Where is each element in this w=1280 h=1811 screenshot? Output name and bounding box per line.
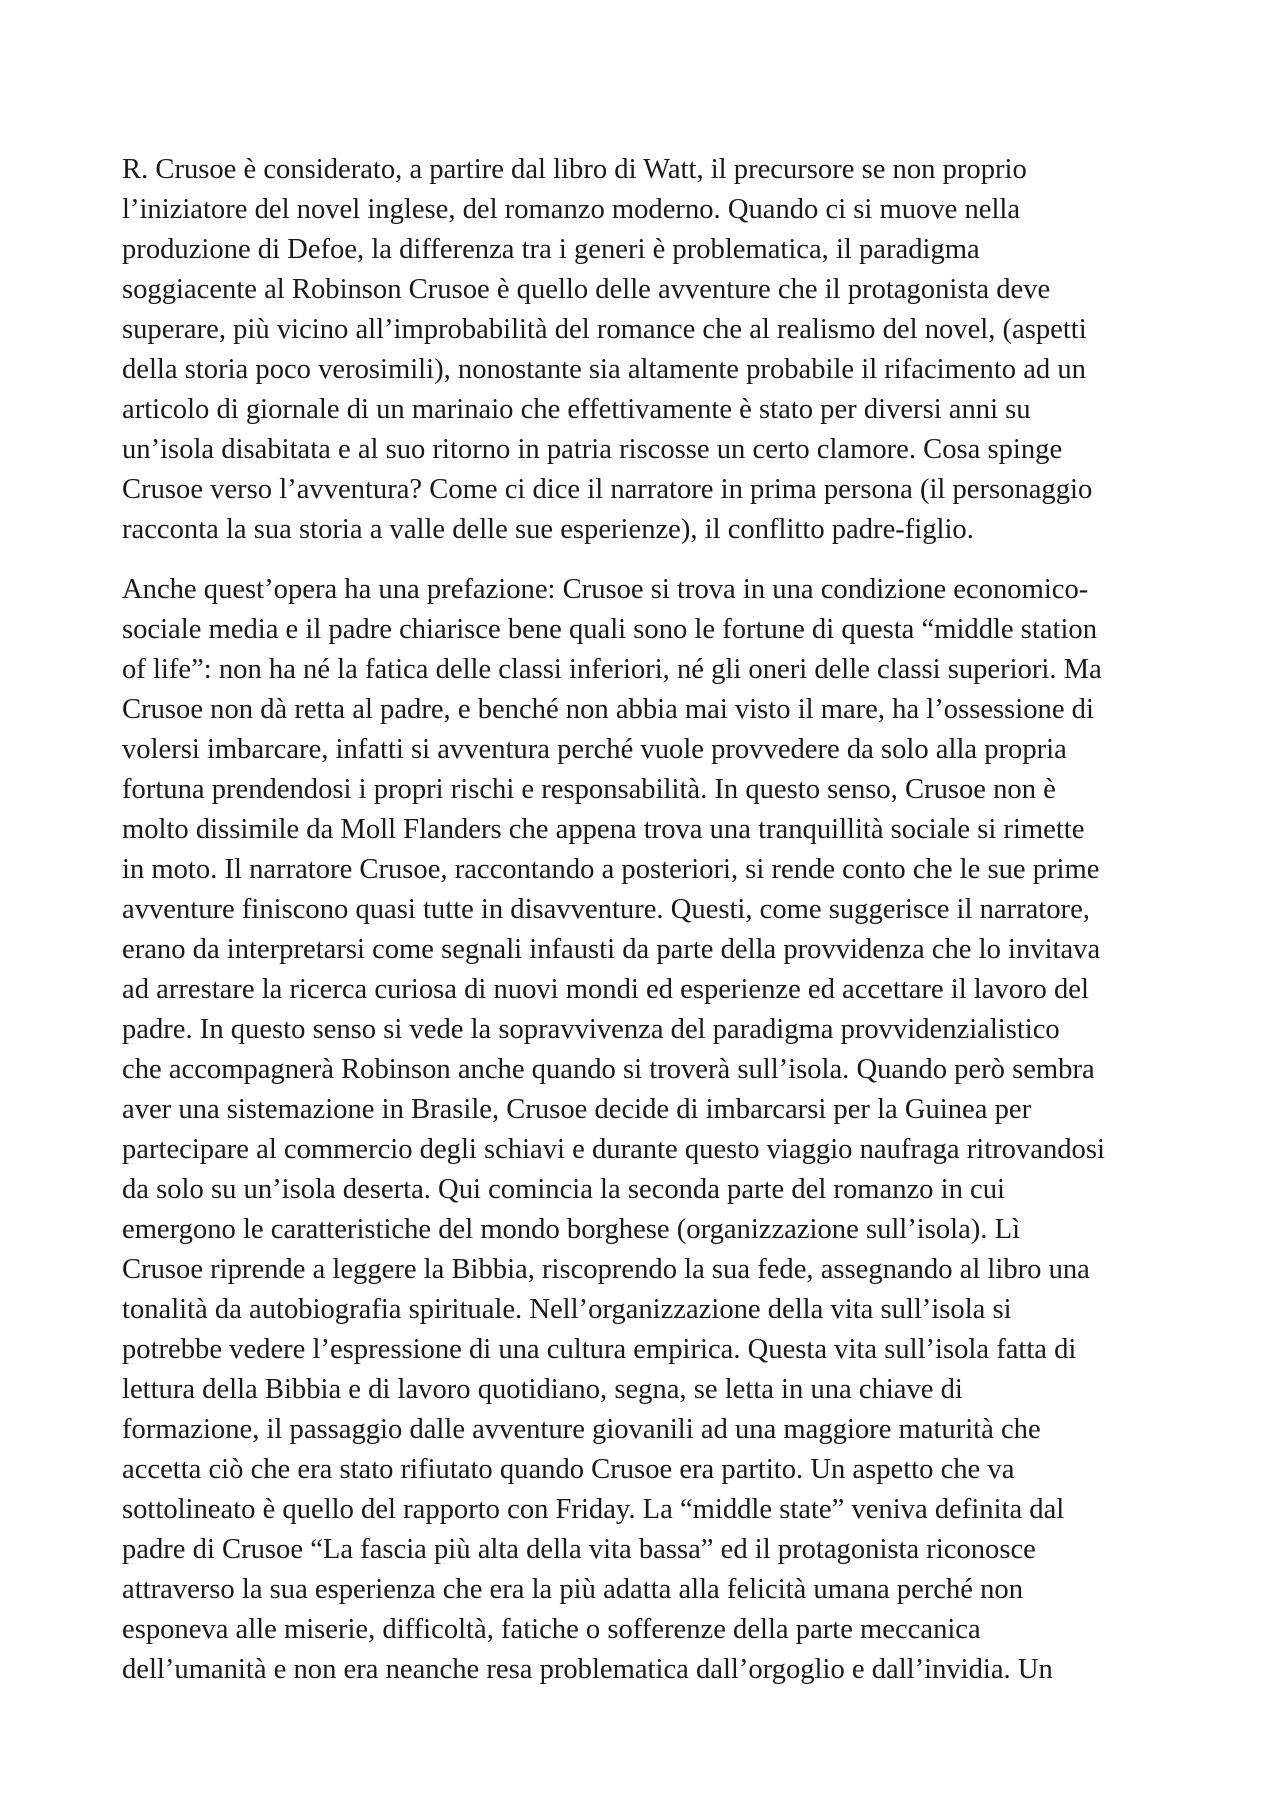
text-line: superare, più vicino all’improbabilità del romance che al realismo del novel, (aspetti (122, 314, 1087, 345)
text-line: Crusoe verso l’avventura? Come ci dice il narratore in prima persona (il personaggio (122, 474, 1093, 505)
text-line: emergono le caratteristiche del mondo borghese (organizzazione sull’isola). Lì (122, 1214, 1021, 1245)
text-line: lettura della Bibbia e di lavoro quotidiano, segna, se letta in una chiave di (122, 1374, 963, 1405)
text-line: produzione di Defoe, la differenza tra i generi è problematica, il paradigma (122, 234, 980, 265)
text-line: of life”: non ha né la fatica delle classi inferiori, né gli oneri delle classi superiori. Ma (122, 654, 1102, 685)
text-line: sociale media e il padre chiarisce bene quali sono le fortune di questa “middle station (122, 614, 1098, 645)
text-line: Crusoe riprende a leggere la Bibbia, riscoprendo la sua fede, assegnando al libro una (122, 1254, 1090, 1285)
text-line: ad arrestare la ricerca curiosa di nuovi mondi ed esperienze ed accettare il lavoro del (122, 974, 1089, 1005)
text-line: formazione, il passaggio dalle avventure giovanili ad una maggiore maturità che (122, 1414, 1041, 1445)
text-line: aver una sistemazione in Brasile, Crusoe decide di imbarcarsi per la Guinea per (122, 1094, 1032, 1125)
text-line: padre di Crusoe “La fascia più alta della vita bassa” ed il protagonista riconosce (122, 1534, 1036, 1565)
text-line: molto dissimile da Moll Flanders che appena trova una tranquillità sociale si rimette (122, 814, 1085, 845)
text-line: Crusoe non dà retta al padre, e benché non abbia mai visto il mare, ha l’ossessione di (122, 694, 1094, 725)
paragraph-1 (122, 150, 1172, 550)
text-line: tonalità da autobiografia spirituale. Nell’organizzazione della vita sull’isola si (122, 1294, 1012, 1325)
text-line: da solo su un’isola deserta. Qui comincia la seconda parte del romanzo in cui (122, 1174, 1005, 1205)
text-line: della storia poco verosimili), nonostante sia altamente probabile il rifacimento ad un (122, 354, 1086, 385)
text-line: sottolineato è quello del rapporto con Friday. La “middle state” veniva definita dal (122, 1494, 1065, 1525)
text-line: articolo di giornale di un marinaio che effettivamente è stato per diversi anni su (122, 394, 1031, 425)
text-line: che accompagnerà Robinson anche quando si troverà sull’isola. Quando però sembra (122, 1054, 1095, 1085)
text-line: un’isola disabitata e al suo ritorno in patria riscosse un certo clamore. Cosa spinge (122, 434, 1063, 465)
text-line: accetta ciò che era stato rifiutato quando Crusoe era partito. Un aspetto che va (122, 1454, 1015, 1485)
text-line: partecipare al commercio degli schiavi e durante questo viaggio naufraga ritrovandosi (122, 1134, 1105, 1165)
text-line: Anche quest’opera ha una prefazione: Crusoe si trova in una condizione economico- (122, 574, 1089, 605)
text-line: soggiacente al Robinson Crusoe è quello delle avventure che il protagonista deve (122, 274, 1051, 305)
text-line: fortuna prendendosi i propri rischi e responsabilità. In questo senso, Crusoe non è (122, 774, 1056, 805)
text-line: attraverso la sua esperienza che era la più adatta alla felicità umana perché non (122, 1574, 1024, 1605)
document-body (122, 150, 1172, 1690)
text-line: l’iniziatore del novel inglese, del romanzo moderno. Quando ci si muove nella (122, 194, 1021, 225)
text-line: volersi imbarcare, infatti si avventura perché vuole provvedere da solo alla propria (122, 734, 1067, 765)
text-line: dell’umanità e non era neanche resa problematica dall’orgoglio e dall’invidia. Un (122, 1654, 1053, 1685)
text-line: R. Crusoe è considerato, a partire dal libro di Watt, il precursore se non proprio (122, 154, 1027, 185)
text-line: padre. In questo senso si vede la sopravvivenza del paradigma provvidenzialistico (122, 1014, 1060, 1045)
text-line: esponeva alle miserie, difficoltà, fatiche o sofferenze della parte meccanica (122, 1614, 981, 1645)
text-line: racconta la sua storia a valle delle sue esperienze), il conflitto padre-figlio. (122, 514, 974, 545)
paragraph-2 (122, 570, 1172, 1690)
text-line: avventure finiscono quasi tutte in disavventure. Questi, come suggerisce il narratore, (122, 894, 1090, 925)
paragraph-spacer (122, 550, 1172, 570)
text-line: in moto. Il narratore Crusoe, raccontando a posteriori, si rende conto che le sue prime (122, 854, 1100, 885)
text-line: potrebbe vedere l’espressione di una cultura empirica. Questa vita sull’isola fatta di (122, 1334, 1077, 1365)
text-line: erano da interpretarsi come segnali infausti da parte della provvidenza che lo invitava (122, 934, 1101, 965)
